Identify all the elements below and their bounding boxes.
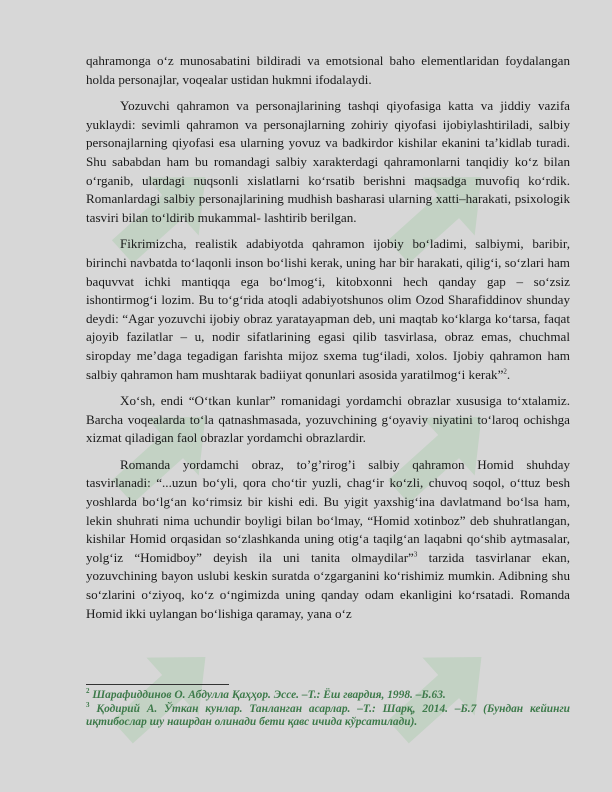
paragraph-3-end: .: [506, 366, 511, 382]
paragraph-3: [86, 235, 570, 384]
paragraph-1: qahramonga o‘z munosabatini bildiradi va emotsional baho elementlaridan foydalangan holda personajlar, voqealar ustidan hukmni ifodalaydi.: [86, 53, 570, 87]
document-body: [86, 52, 570, 631]
paragraph-4: Xo‘sh, endi “O‘tkan kunlar” romanidagi yordamchi obrazlar xususiga to‘xtalamiz. Barcha voqealarda to‘la qatnashmasada, yozuvchining g‘oyaviy niyatini to‘laroq ochishga xizmat qiladigan faol obrazlar yordamchi obrazlardir.: [86, 393, 570, 446]
paragraph-2: Yozuvchi qahramon va personajlarining tashqi qiyofasiga katta va jiddiy vazifa yuklaydi: sevimli qahramon va personajlarning zohiriy qiyofasi ijobiylashtiriladi, salbiy personajlarning qiyofasi esa ularning yovuz va badkirdor kishilar ekanini ta’kidlab turadi. Shu sababdan ham bu romandagi salbiy xarakterdagi qahramonlarni tanqidiy ko‘z bilan o‘rganib, ulardagi nuqsonli xislatlarni ko‘rsatib berishni maqsadga muvofiq ko‘rdik. Romanlardagi salbiy personajlarining mudhish basharasi ularning xatti–harakati, psixologik tasviri bilan to‘ldirib mukammal- lashtirib berilgan.: [86, 98, 570, 225]
footnote-number: 2: [86, 687, 90, 696]
footnote-number: 3: [86, 700, 90, 709]
footnote-divider: [86, 684, 229, 685]
paragraph-5: [86, 456, 570, 623]
footnote-ref-3[interactable]: 3: [413, 550, 418, 559]
footnotes: [86, 689, 570, 730]
footnote-ref-2[interactable]: 2: [503, 367, 507, 376]
paragraph-5-text: Romanda yordamchi obraz, to’g’rirog’i salbiy qahramon Homid shuhday tasvirlanadi: “...uzun bo‘yli, qora cho‘tir yuzli, chag‘ir ko‘zli, chuvoq soqol, o‘ttuz besh yoshlarda bo‘lg‘an ko‘rimsiz bir kishi edi. Bu yigit yaxshig‘ina davlatmand bo‘lsa ham, lekin shuhrati nima uchundir boyligi bilan bo‘lmay, “Homid xotinboz” deb shuhratlangan, kishilar Homid orqasidan so‘zlashkanda uning otig‘a taqilg‘an laqabni qo‘shib aytmasalar, yolg‘iz “Homidboy” deyish ila uni tanita olmaydilar”: [86, 456, 570, 565]
footnote-text: Қодирий А. Ўткан кунлар. Танланган асарлар. –Т.: Шарқ, 2014. –Б.7 (Бундан кейинги иқтибослар шу нашрдан олинади бети қавс ичида кўрсатилади).: [86, 702, 570, 729]
footnote-2: [86, 689, 570, 703]
paragraph-3-text: Fikrimizcha, realistik adabiyotda qahramon ijobiy bo‘ladimi, salbiymi, baribir, birinchi navbatda to‘laqonli inson bo‘lishi kerak, uning har bir harakati, qilig‘i, so‘zlari ham baquvvat ichki mantiqqa ega bo‘lmog‘i, kitobxonni hech qanday gap – so‘zsiz ishontirmog‘i lozim. Bu to‘g‘rida atoqli adabiyotshunos olim Ozod Sharafiddinov shunday deydi: “Agar yozuvchi ijobiy obraz yaratayapman deb, uni maqtab ko‘klarga ko‘tarsa, faqat ajoyib fazilatlar – u, nodir sifatlarining egasi qilib tasvirlasa, obraz emas, chuchmal siropday me’daga tegadigan farishta mijoz sxema tug‘iladi, xolos. Ijobiy qahramon ham salbiy qahramon ham mushtarak badiiyat qonunlari asosida yaratilmog‘i kerak”: [86, 236, 570, 382]
footnote-text: Шарафиддинов О. Абдулла Қаҳҳор. Эссе. –Т.: Ёш гвардия, 1998. –Б.63.: [89, 689, 446, 701]
footnote-3: [86, 700, 570, 730]
paragraph-5-continuation: tarzida tasvirlanar ekan, yozuvchining bayon uslubi keskin suratda o‘zgarganini ko‘rishimiz mumkin. Adibning shu so‘zlarini o‘ziyoq, ko‘z o‘ngimizda uning qanday odam ekanligini ko‘rsatadi. Romanda Homid ikki uylangan bo‘lishiga qaramay, yana o‘z: [86, 549, 570, 621]
